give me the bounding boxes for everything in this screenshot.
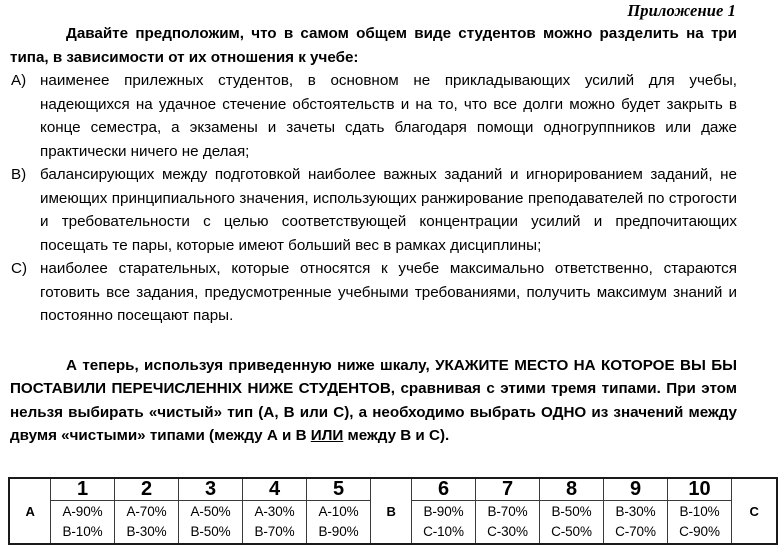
scale-number-4: 4: [243, 479, 306, 501]
scale-value-top-3: A-50%: [190, 504, 231, 519]
scale-value-top-9: B-30%: [615, 504, 656, 519]
scale-number-6: 6: [412, 479, 475, 501]
scale-value-top-5: A-10%: [318, 504, 359, 519]
scale-value-bottom-6: C-10%: [423, 524, 464, 539]
anchor-cell-b[interactable]: B: [371, 478, 412, 544]
type-item-b: [10, 163, 737, 257]
scale-cell-1[interactable]: [51, 478, 115, 544]
scale-value-bottom-5: B-90%: [318, 524, 359, 539]
scale-value-bottom-10: C-90%: [679, 524, 720, 539]
instruction-paragraph: [10, 354, 737, 448]
scale-values-10: [668, 501, 731, 543]
scale-value-top-4: A-30%: [254, 504, 295, 519]
type-marker-a: А): [11, 72, 27, 89]
type-text-a: наименее прилежных студентов, в основном не прикладывающих усилий для учебы, надеющихся на удачное стечение обстоятельств и на то, что все долги можно будет закрыть в конце семестра, а экзамены и зачеты сдать благодаря помощи одногруппников или даже практически ничего не делая;: [40, 72, 737, 160]
scale-cell-10[interactable]: [668, 478, 732, 544]
instruction-text-part2: между В и С).: [343, 427, 450, 444]
scale-values-8: [540, 501, 603, 543]
anchor-cell-a[interactable]: A: [9, 478, 51, 544]
table-row: [9, 478, 777, 544]
anchor-cell-c[interactable]: C: [732, 478, 778, 544]
scale-cell-2[interactable]: [115, 478, 179, 544]
scale-number-8: 8: [540, 479, 603, 501]
type-text-b: балансирующих между подготовкой наиболее важных заданий и игнорированием заданий, не имеющих принципиального значения, использующих ранжирование преподавателей по строгости и требовательности с целью соответствующей концентрации усилий и предпочитающих посещать те пары, которые имеют больший вес в рамках дисциплины;: [40, 166, 737, 254]
scale-cell-4[interactable]: [243, 478, 307, 544]
scale-number-3: 3: [179, 479, 242, 501]
scale-cell-3[interactable]: [179, 478, 243, 544]
scale-values-2: [115, 501, 178, 543]
scale-value-top-2: A-70%: [126, 504, 167, 519]
scale-value-top-6: B-90%: [423, 504, 464, 519]
scale-value-top-1: A-90%: [62, 504, 103, 519]
scale-value-bottom-9: C-70%: [615, 524, 656, 539]
scale-number-9: 9: [604, 479, 667, 501]
scale-table-container: [8, 477, 778, 545]
type-item-c: [10, 257, 737, 328]
scale-number-1: 1: [51, 479, 114, 501]
type-marker-c: C): [11, 260, 28, 277]
scale-value-top-8: B-50%: [551, 504, 592, 519]
scale-cell-7[interactable]: [476, 478, 540, 544]
scale-number-10: 10: [668, 479, 731, 501]
scale-value-bottom-3: B-50%: [190, 524, 231, 539]
intro-paragraph: Давайте предположим, что в самом общем виде студентов можно разделить на три типа, в зависимости от их отношения к учебе:: [10, 25, 737, 66]
scale-values-4: [243, 501, 306, 543]
scale-value-bottom-7: C-30%: [487, 524, 528, 539]
scale-number-2: 2: [115, 479, 178, 501]
scale-value-bottom-1: B-10%: [62, 524, 103, 539]
scale-values-1: [51, 501, 114, 543]
scale-cell-9[interactable]: [604, 478, 668, 544]
scale-values-6: [412, 501, 475, 543]
instruction-emphasis-or: ИЛИ: [310, 427, 344, 444]
scale-number-5: 5: [307, 479, 370, 501]
scale-cell-8[interactable]: [540, 478, 604, 544]
type-item-a: [10, 69, 737, 163]
type-marker-b: B): [11, 166, 27, 183]
scale-value-top-7: B-70%: [487, 504, 528, 519]
scale-values-3: [179, 501, 242, 543]
type-text-c: наиболее старательных, которые относятся к учебе максимально ответственно, стараются готовить все задания, предусмотренные учебными требованиями, получить максимум знаний и постоянно посещают пары.: [40, 260, 737, 324]
appendix-label: Приложение 1: [627, 1, 736, 20]
scale-value-bottom-8: C-50%: [551, 524, 592, 539]
instruction-text-part1: А теперь, используя приведенную ниже шкалу, УКАЖИТЕ МЕСТО НА КОТОРОЕ ВЫ БЫ ПОСТАВИЛИ ПЕРЕЧИСЛЕННІХ НИЖЕ СТУДЕНТОВ, сравнивая с этими тремя типами. При этом нельзя выбирать «чистый» тип (А, В или С), а необходимо выбрать ОДНО из значений между двумя «чистыми» типами (между А и В: [10, 356, 737, 444]
scale-values-7: [476, 501, 539, 543]
scale-table: [8, 477, 778, 545]
scale-values-5: [307, 501, 370, 543]
scale-cell-6[interactable]: [412, 478, 476, 544]
scale-value-top-10: B-10%: [679, 504, 720, 519]
scale-value-bottom-2: B-30%: [126, 524, 167, 539]
scale-value-bottom-4: B-70%: [254, 524, 295, 539]
scale-values-9: [604, 501, 667, 543]
scale-number-7: 7: [476, 479, 539, 501]
scale-cell-5[interactable]: [307, 478, 371, 544]
